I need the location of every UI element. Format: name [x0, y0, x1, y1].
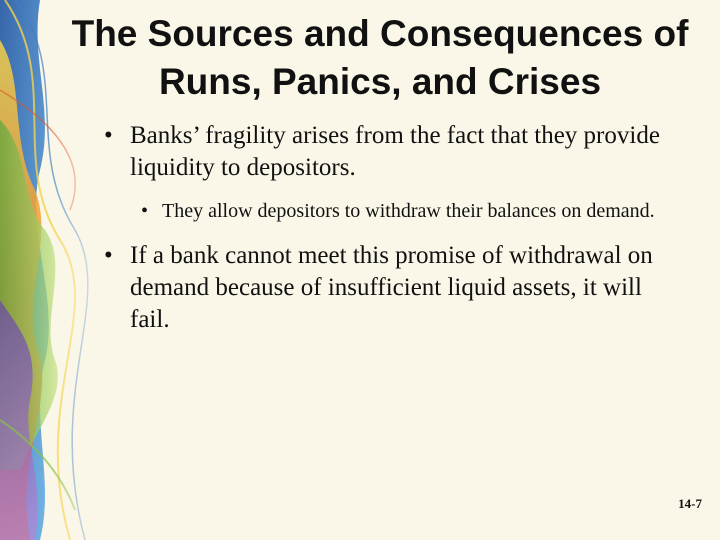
slide-title: The Sources and Consequences of Runs, Panics, and Crises	[71, 13, 689, 102]
bullet-marker: •	[104, 242, 113, 269]
bullet-point	[100, 240, 680, 336]
bullet-text: If a bank cannot meet this promise of withdrawal on demand because of insufficient liquid assets, it will fail.	[130, 242, 653, 333]
bullet-marker: •	[141, 200, 149, 222]
bullet-text: Banks’ fragility arises from the fact that they provide liquidity to depositors.	[130, 122, 660, 181]
bullet-point	[100, 120, 680, 184]
slide-number: 14-7	[678, 496, 702, 511]
bullet-text: They allow depositors to withdraw their balances on demand.	[162, 200, 655, 222]
slide-body	[100, 120, 680, 348]
sub-bullet-point	[133, 196, 680, 226]
bullet-marker: •	[104, 122, 113, 149]
